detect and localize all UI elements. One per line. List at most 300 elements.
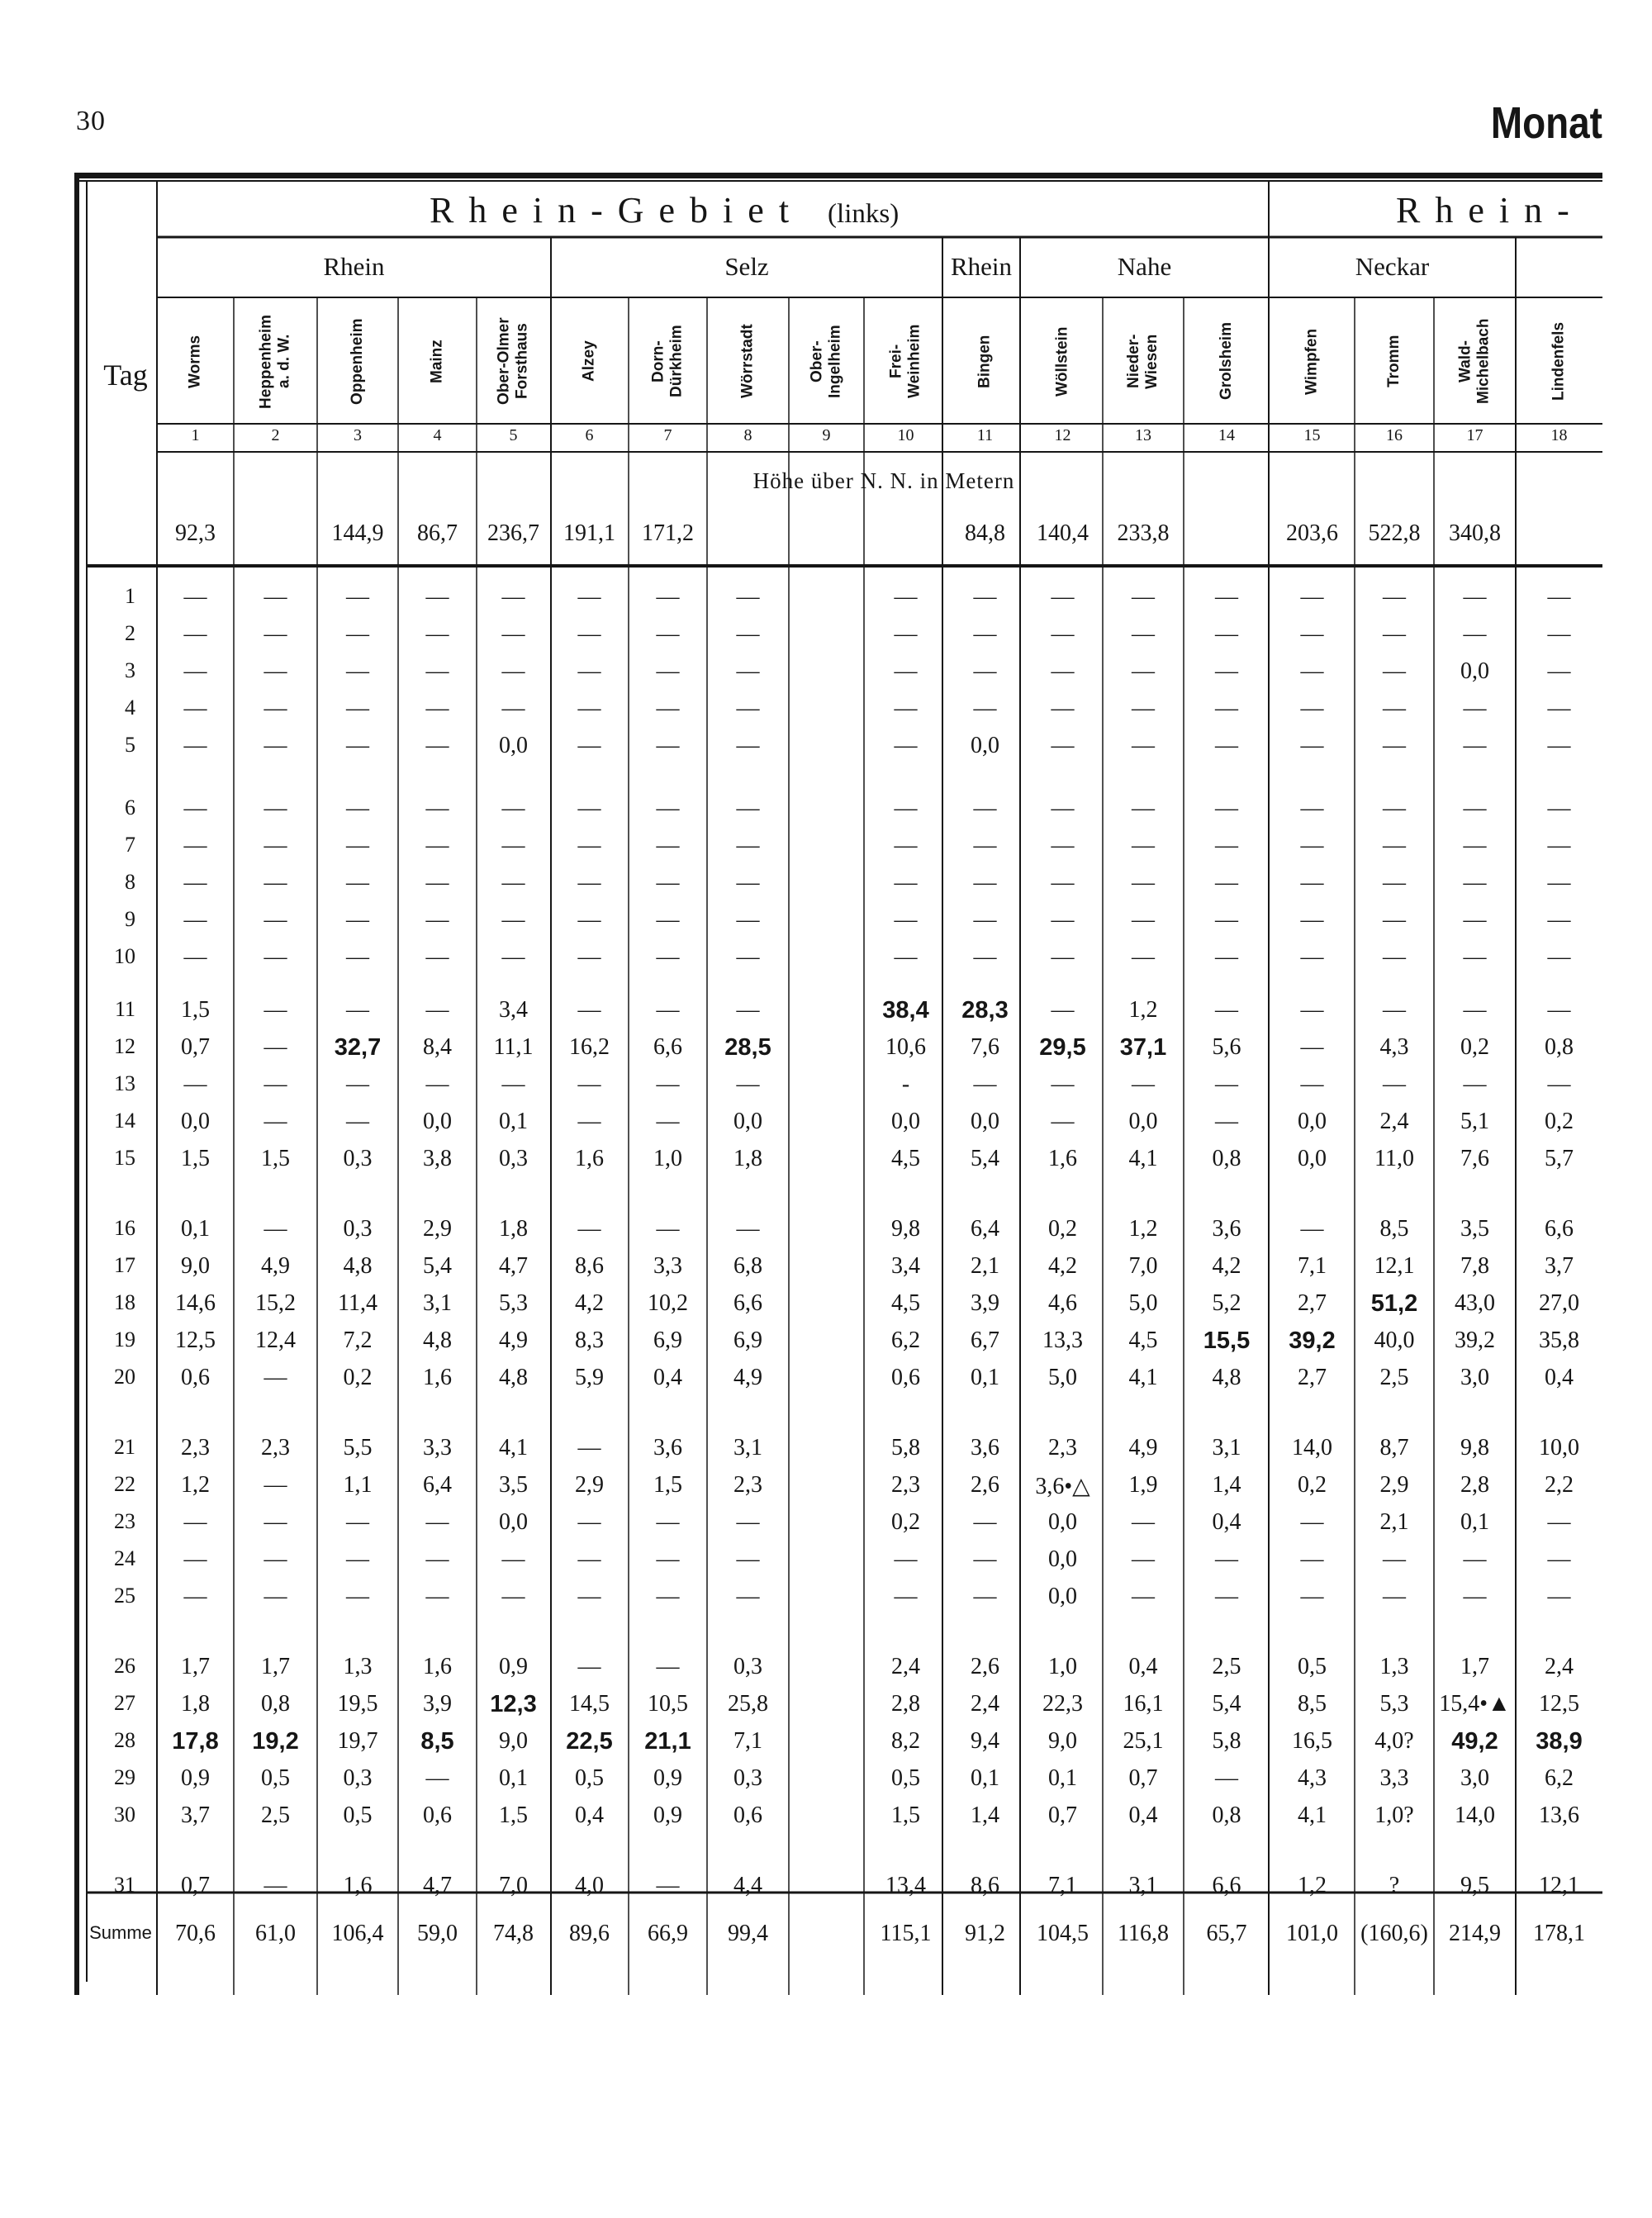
station-name: Ober- Ingelheim [808, 325, 844, 398]
table-cell: 15,2 [255, 1290, 296, 1316]
group-label: Selz [724, 252, 769, 281]
table-cell: 16,5 [1292, 1728, 1332, 1754]
table-cell: 1,6 [423, 1654, 452, 1679]
table-cell: 2,1 [1379, 1509, 1409, 1535]
table-cell: — [1300, 584, 1324, 610]
table-cell: 4,0 [575, 1873, 604, 1898]
table-cell: — [263, 944, 287, 970]
table-cell: 1,7 [261, 1654, 290, 1679]
table-cell: 1,4 [971, 1802, 999, 1828]
station-number: 13 [1135, 426, 1151, 444]
table-cell: — [736, 1509, 760, 1535]
table-cell: — [736, 1071, 760, 1097]
table-cell: — [1547, 870, 1571, 895]
table-cell: — [577, 1654, 601, 1679]
table-cell: 14,6 [175, 1290, 216, 1316]
station-number: 15 [1303, 426, 1321, 444]
table-cell: — [1383, 997, 1406, 1023]
station-number: 10 [897, 426, 914, 444]
table-cell: — [656, 907, 680, 933]
table-cell: — [1051, 1071, 1075, 1097]
table-cell: 40,0 [1374, 1327, 1415, 1353]
table-cell: 4,8 [343, 1253, 373, 1279]
station-elevation: 92,3 [175, 520, 216, 546]
table-cell: 1,8 [733, 1146, 762, 1171]
table-cell: — [183, 833, 207, 858]
table-cell: — [577, 733, 601, 758]
day-label: 10 [114, 944, 135, 968]
table-cell: — [1215, 944, 1238, 970]
table-cell: — [263, 833, 287, 858]
table-cell: — [425, 1071, 449, 1097]
table-cell: — [346, 796, 369, 821]
table-cell: — [263, 584, 287, 610]
station-number: 3 [354, 426, 362, 444]
table-cell: 4,4 [733, 1873, 762, 1898]
table-cell: 1,2 [1128, 1216, 1158, 1242]
table-cell: — [736, 833, 760, 858]
table-cell: — [1215, 997, 1238, 1023]
table-cell: — [346, 907, 369, 933]
table-cell: — [1300, 944, 1324, 970]
day-label: 22 [114, 1472, 135, 1496]
table-cell: — [1547, 1584, 1571, 1609]
table-cell: 12,4 [255, 1327, 296, 1353]
table-cell: 6,9 [653, 1327, 682, 1353]
table-cell: — [263, 796, 287, 821]
table-cell: — [1132, 584, 1155, 610]
table-cell: 6,7 [971, 1327, 999, 1353]
sum-cell: 59,0 [417, 1921, 458, 1946]
table-cell: 2,4 [891, 1654, 920, 1679]
table-cell: 0,7 [1048, 1802, 1077, 1828]
station-name: Mainz [428, 340, 446, 383]
table-cell: 2,5 [1379, 1365, 1409, 1390]
table-cell: 4,5 [891, 1146, 920, 1171]
table-cell: 5,2 [1212, 1290, 1241, 1316]
table-cell: — [1215, 796, 1238, 821]
table-cell: — [183, 696, 207, 721]
table-cell: — [894, 1546, 918, 1572]
station-elevation: 203,6 [1286, 520, 1338, 546]
table-cell: 8,5 [1379, 1216, 1409, 1242]
table-cell: — [1051, 833, 1075, 858]
table-cell: — [346, 1509, 369, 1535]
table-cell: — [1051, 796, 1075, 821]
day-label: 24 [114, 1546, 135, 1570]
table-cell: — [656, 621, 680, 647]
table-cell: 5,8 [1212, 1728, 1241, 1754]
table-cell: 5,4 [423, 1253, 452, 1279]
table-cell: 0,0 [499, 1509, 528, 1535]
table-cell: 2,6 [971, 1654, 999, 1679]
precipitation-table [66, 169, 1602, 1995]
table-cell: 0,5 [343, 1802, 373, 1828]
table-cell: 2,3 [181, 1435, 210, 1460]
table-cell: — [425, 1509, 449, 1535]
table-cell: — [1547, 833, 1571, 858]
table-cell: 37,1 [1119, 1034, 1167, 1061]
day-label: 6 [125, 796, 135, 819]
table-cell: 5,4 [1212, 1691, 1241, 1717]
table-cell: — [501, 584, 525, 610]
table-cell: — [1215, 833, 1238, 858]
table-cell: — [577, 1509, 601, 1535]
table-cell: 4,9 [261, 1253, 290, 1279]
table-cell: — [501, 870, 525, 895]
table-cell: — [425, 696, 449, 721]
day-label: 4 [125, 696, 135, 720]
table-cell: — [973, 584, 997, 610]
day-label: 3 [125, 658, 135, 682]
table-cell: 6,6 [1545, 1216, 1574, 1242]
station-number: 4 [433, 426, 442, 444]
table-cell: 5,3 [499, 1290, 528, 1316]
table-cell: — [1215, 870, 1238, 895]
table-cell: — [656, 1873, 680, 1898]
table-cell: — [894, 584, 918, 610]
sum-cell: 106,4 [331, 1921, 384, 1946]
table-cell: — [501, 796, 525, 821]
day-label: 21 [114, 1435, 135, 1459]
table-cell: 5,4 [971, 1146, 999, 1171]
table-cell: — [1300, 907, 1324, 933]
table-cell: — [1051, 696, 1075, 721]
table-cell: 0,4 [1212, 1509, 1241, 1535]
table-cell: — [736, 796, 760, 821]
table-cell: 8,5 [1298, 1691, 1327, 1717]
table-cell: 1,5 [181, 1146, 210, 1171]
table-cell: 2,3 [261, 1435, 290, 1460]
table-cell: 1,5 [499, 1802, 528, 1828]
table-cell: — [973, 658, 997, 684]
table-cell: 6,2 [891, 1327, 920, 1353]
table-cell: — [1132, 1584, 1155, 1609]
table-cell: 0,0 [1048, 1509, 1077, 1535]
table-cell: — [425, 584, 449, 610]
table-cell: — [1132, 833, 1155, 858]
table-cell: — [577, 1109, 601, 1134]
station-number: 9 [822, 426, 831, 444]
table-cell: 2,5 [1212, 1654, 1241, 1679]
station-number: 2 [271, 426, 280, 444]
table-cell: — [1547, 584, 1571, 610]
table-cell: — [1132, 870, 1155, 895]
day-label: 27 [114, 1691, 135, 1715]
table-cell: 3,6 [971, 1435, 999, 1460]
table-cell: — [263, 1109, 287, 1134]
table-cell: 0,8 [1545, 1034, 1574, 1060]
table-cell: — [1547, 907, 1571, 933]
region-title-right: Rhein- [1396, 190, 1584, 230]
table-cell: — [346, 658, 369, 684]
station-number: 5 [509, 426, 518, 444]
table-cell: 1,0? [1374, 1802, 1414, 1828]
table-cell: 4,8 [499, 1365, 528, 1390]
table-cell: 2,8 [891, 1691, 920, 1717]
station-number: 17 [1466, 426, 1483, 444]
station-name: Wimpfen [1303, 328, 1321, 395]
station-name: Dorn- Dürkheim [649, 325, 686, 398]
sum-cell: (160,6) [1360, 1921, 1428, 1946]
table-cell: 0,0 [181, 1109, 210, 1134]
table-cell: 3,6•△ [1035, 1474, 1090, 1499]
table-cell: — [263, 696, 287, 721]
table-cell: — [736, 621, 760, 647]
table-cell: 4,9 [1128, 1435, 1158, 1460]
table-cell: 1,2 [1298, 1873, 1327, 1898]
table-cell: — [1463, 1546, 1487, 1572]
table-cell: 5,3 [1379, 1691, 1409, 1717]
station-name: Bingen [976, 335, 994, 388]
table-cell: 14,0 [1292, 1435, 1332, 1460]
table-cell: — [1215, 696, 1238, 721]
table-cell: — [656, 584, 680, 610]
table-cell: 3,1 [1128, 1873, 1158, 1898]
table-cell: 0,3 [733, 1765, 762, 1791]
table-cell: 2,4 [1379, 1109, 1409, 1134]
table-cell: 12,5 [175, 1327, 216, 1353]
day-label: 8 [125, 870, 135, 894]
station-name: Ober-Olmer Forsthaus [495, 317, 531, 406]
table-cell: — [736, 870, 760, 895]
sum-cell: 101,0 [1286, 1921, 1338, 1946]
table-cell: 4,1 [1298, 1802, 1327, 1828]
sum-cell: 66,9 [648, 1921, 688, 1946]
table-cell: — [1300, 1071, 1324, 1097]
table-cell: — [973, 1509, 997, 1535]
table-cell: 0,6 [891, 1365, 920, 1390]
day-label: 17 [114, 1253, 135, 1277]
day-label: 25 [114, 1584, 135, 1608]
table-cell: 0,5 [1298, 1654, 1327, 1679]
table-cell: 3,8 [423, 1146, 452, 1171]
table-cell: 3,1 [1212, 1435, 1241, 1460]
table-cell: 9,0 [181, 1253, 210, 1279]
table-cell: 2,3 [1048, 1435, 1077, 1460]
table-cell: — [1051, 733, 1075, 758]
table-cell: 4,5 [891, 1290, 920, 1316]
table-cell: 8,4 [423, 1034, 452, 1060]
table-cell: — [263, 1584, 287, 1609]
table-cell: — [736, 733, 760, 758]
table-cell: — [736, 997, 760, 1023]
station-number: 7 [663, 426, 672, 444]
table-cell: — [263, 1365, 287, 1390]
table-cell: 4,1 [499, 1435, 528, 1460]
day-label: 19 [114, 1327, 135, 1351]
table-cell: 0,0 [1298, 1146, 1327, 1171]
table-cell: — [1547, 1546, 1571, 1572]
table-cell: — [736, 1216, 760, 1242]
table-cell: — [1547, 621, 1571, 647]
table-cell: 28,3 [961, 997, 1009, 1024]
table-cell: 39,2 [1455, 1327, 1495, 1353]
table-cell: — [577, 621, 601, 647]
table-cell: 3,1 [733, 1435, 762, 1460]
table-cell: 11,1 [493, 1034, 534, 1060]
table-cell: — [1300, 1034, 1324, 1060]
table-cell: — [346, 1584, 369, 1609]
table-cell: — [1132, 733, 1155, 758]
table-cell: 9,8 [1460, 1435, 1489, 1460]
table-cell: — [973, 1584, 997, 1609]
table-cell: 0,1 [499, 1109, 528, 1134]
table-cell: — [736, 584, 760, 610]
table-cell: — [1383, 944, 1406, 970]
station-name: Tromm [1385, 335, 1403, 388]
table-cell: 10,5 [648, 1691, 688, 1717]
table-cell: — [1547, 733, 1571, 758]
table-cell: — [1463, 796, 1487, 821]
table-cell: — [656, 1546, 680, 1572]
table-cell: 2,6 [971, 1472, 999, 1498]
table-cell: 0,8 [261, 1691, 290, 1717]
table-cell: — [1300, 1546, 1324, 1572]
day-label: 23 [114, 1509, 135, 1533]
table-cell: — [736, 696, 760, 721]
table-cell: — [1463, 907, 1487, 933]
table-cell: 6,4 [971, 1216, 999, 1242]
station-name: Alzey [580, 340, 598, 382]
table-cell: 3,4 [499, 997, 528, 1023]
table-cell: — [1383, 733, 1406, 758]
table-cell: 29,5 [1039, 1034, 1086, 1061]
table-cell: 2,8 [1460, 1472, 1489, 1498]
table-cell: — [501, 1546, 525, 1572]
table-cell: 13,3 [1042, 1327, 1083, 1353]
table-cell: 0,2 [891, 1509, 920, 1535]
table-cell: — [425, 621, 449, 647]
table-cell: 10,6 [885, 1034, 926, 1060]
table-cell: 4,8 [1212, 1365, 1241, 1390]
table-cell: — [263, 1873, 287, 1898]
table-cell: — [973, 833, 997, 858]
table-cell: 0,3 [343, 1216, 373, 1242]
table-cell: 1,7 [181, 1654, 210, 1679]
table-cell: 3,3 [1379, 1765, 1409, 1791]
table-cell: - [901, 1071, 910, 1097]
table-cell: 1,6 [1048, 1146, 1077, 1171]
table-cell: 0,9 [653, 1765, 682, 1791]
table-cell: — [656, 1109, 680, 1134]
station-name: Worms [186, 335, 204, 388]
table-cell: — [1300, 1216, 1324, 1242]
station-name: Heppenheim a. d. W. [257, 314, 293, 409]
table-cell: — [263, 907, 287, 933]
table-cell: — [263, 1509, 287, 1535]
table-cell: — [1300, 1509, 1324, 1535]
table-cell: 8,5 [420, 1728, 454, 1755]
table-cell: — [263, 733, 287, 758]
table-cell: — [425, 1765, 449, 1791]
table-cell: 38,4 [882, 997, 929, 1024]
table-cell: — [894, 621, 918, 647]
table-cell: — [1132, 621, 1155, 647]
day-label: 13 [114, 1071, 135, 1095]
table-cell: — [425, 997, 449, 1023]
table-cell: — [577, 1071, 601, 1097]
table-cell: — [263, 621, 287, 647]
table-cell: — [1300, 870, 1324, 895]
table-cell: 0,2 [1460, 1034, 1489, 1060]
table-cell: — [1547, 997, 1571, 1023]
table-cell: — [1215, 621, 1238, 647]
table-cell: — [263, 1216, 287, 1242]
table-cell: 7,6 [971, 1034, 999, 1060]
table-cell: 12,1 [1374, 1253, 1415, 1279]
table-cell: — [1051, 907, 1075, 933]
table-cell: — [1383, 833, 1406, 858]
table-cell: — [1383, 584, 1406, 610]
table-cell: 43,0 [1455, 1290, 1495, 1316]
table-cell: 4,0? [1374, 1728, 1414, 1754]
table-cell: 4,3 [1379, 1034, 1409, 1060]
group-label: Rhein [950, 252, 1013, 281]
table-cell: 0,7 [181, 1034, 210, 1060]
table-cell: 0,2 [1298, 1472, 1327, 1498]
table-cell: 0,1 [971, 1765, 999, 1791]
table-cell: — [1300, 658, 1324, 684]
table-cell: 13,4 [885, 1873, 926, 1898]
sum-cell: 74,8 [493, 1921, 534, 1946]
table-cell: — [425, 907, 449, 933]
table-cell: — [1547, 696, 1571, 721]
table-cell: — [1132, 1509, 1155, 1535]
table-cell: 0,0 [1048, 1584, 1077, 1609]
table-cell: — [656, 1509, 680, 1535]
table-cell: 28,5 [724, 1034, 771, 1061]
station-name: Nieder- Wiesen [1125, 334, 1161, 389]
table-cell: — [1215, 658, 1238, 684]
table-cell: 4,2 [575, 1290, 604, 1316]
table-cell: — [577, 1435, 601, 1460]
table-cell: 0,0 [971, 1109, 999, 1134]
table-cell: — [425, 658, 449, 684]
table-cell: 12,3 [490, 1691, 537, 1717]
table-cell: — [973, 1071, 997, 1097]
table-cell: — [894, 658, 918, 684]
table-cell: — [346, 944, 369, 970]
table-cell: — [1547, 658, 1571, 684]
sum-cell: 70,6 [175, 1921, 216, 1946]
station-name: Oppenheim [349, 318, 366, 405]
table-cell: — [894, 733, 918, 758]
table-cell: 19,2 [252, 1728, 299, 1755]
table-cell: — [501, 944, 525, 970]
table-cell: — [577, 696, 601, 721]
table-cell: 0,0 [499, 733, 528, 758]
table-cell: 1,6 [575, 1146, 604, 1171]
table-cell: 0,4 [1128, 1802, 1158, 1828]
table-cell: — [425, 944, 449, 970]
table-cell: — [183, 1584, 207, 1609]
table-cell: 49,2 [1451, 1728, 1498, 1755]
table-cell: 1,5 [891, 1802, 920, 1828]
table-cell: 4,3 [1298, 1765, 1327, 1791]
table-cell: — [1463, 584, 1487, 610]
table-cell: — [183, 1071, 207, 1097]
table-cell: 5,0 [1128, 1290, 1158, 1316]
table-cell: 0,0 [1048, 1546, 1077, 1572]
table-cell: 6,4 [423, 1472, 452, 1498]
table-cell: 3,9 [423, 1691, 452, 1717]
table-cell: — [183, 658, 207, 684]
table-cell: — [577, 1216, 601, 1242]
table-cell: — [183, 584, 207, 610]
station-elevation: 233,8 [1117, 520, 1170, 546]
region-title-left [430, 189, 899, 231]
